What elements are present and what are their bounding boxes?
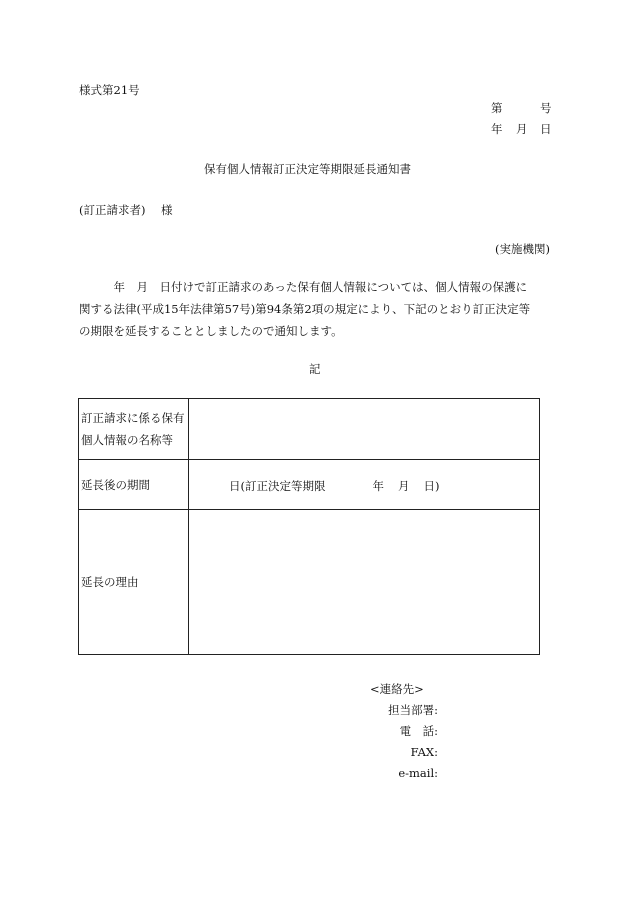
table-row-personal-info <box>79 399 539 460</box>
recipient-label: (訂正請求者) <box>79 203 146 217</box>
notice-body <box>79 276 549 342</box>
extension-period-day: 日 <box>229 479 241 493</box>
date-year: 年 <box>491 122 503 136</box>
notice-body-line-2: 関する法律(平成15年法律第57号)第94条第2項の規定により、下記のとおり訂正決定等 <box>79 302 531 316</box>
form-number: 様式第21号 <box>79 83 140 97</box>
table-label-extension-period: 延長後の期間 <box>79 460 189 509</box>
contact-field-email: e-mail: <box>398 766 438 780</box>
date-day: 日 <box>540 122 552 136</box>
extension-period-month: 月 <box>398 479 410 493</box>
contact-heading: <連絡先> <box>370 682 424 696</box>
extension-period-day-close: 日) <box>423 479 440 493</box>
date-month: 月 <box>516 122 528 136</box>
contact-block <box>370 679 460 784</box>
recipient-honorific: 様 <box>161 203 173 217</box>
table-label-personal-info <box>79 399 189 459</box>
contact-field-phone: 電 話: <box>399 724 438 738</box>
contact-field-department: 担当部署: <box>388 703 438 717</box>
table-row-extension-reason <box>79 510 539 654</box>
table-value-extension-reason <box>189 510 539 654</box>
table-label-extension-reason: 延長の理由 <box>79 510 189 654</box>
note-heading: 記 <box>309 362 321 376</box>
notice-body-line-3: の期限を延長することとしましたので通知します。 <box>79 324 343 338</box>
table-label-personal-info-line-1: 訂正請求に係る保有 <box>81 411 185 425</box>
issuer-label: (実施機関) <box>495 242 550 256</box>
document-number-label-right: 号 <box>540 101 552 115</box>
document-number-label-left: 第 <box>491 101 503 115</box>
details-table <box>78 398 540 655</box>
document-title: 保有個人情報訂正決定等期限延長通知書 <box>204 162 411 176</box>
table-value-extension-period <box>189 460 539 509</box>
extension-period-text <box>229 479 440 493</box>
notice-body-line-1: 年 月 日付けで訂正請求のあった保有個人情報については、個人情報の保護に <box>79 280 528 294</box>
extension-period-year: 年 <box>372 479 384 493</box>
table-row-extension-period <box>79 460 539 510</box>
contact-field-fax: FAX: <box>410 745 438 759</box>
table-value-personal-info <box>189 399 539 459</box>
table-label-personal-info-line-2: 個人情報の名称等 <box>81 433 173 447</box>
extension-period-open: (訂正決定等期限 <box>240 479 326 493</box>
